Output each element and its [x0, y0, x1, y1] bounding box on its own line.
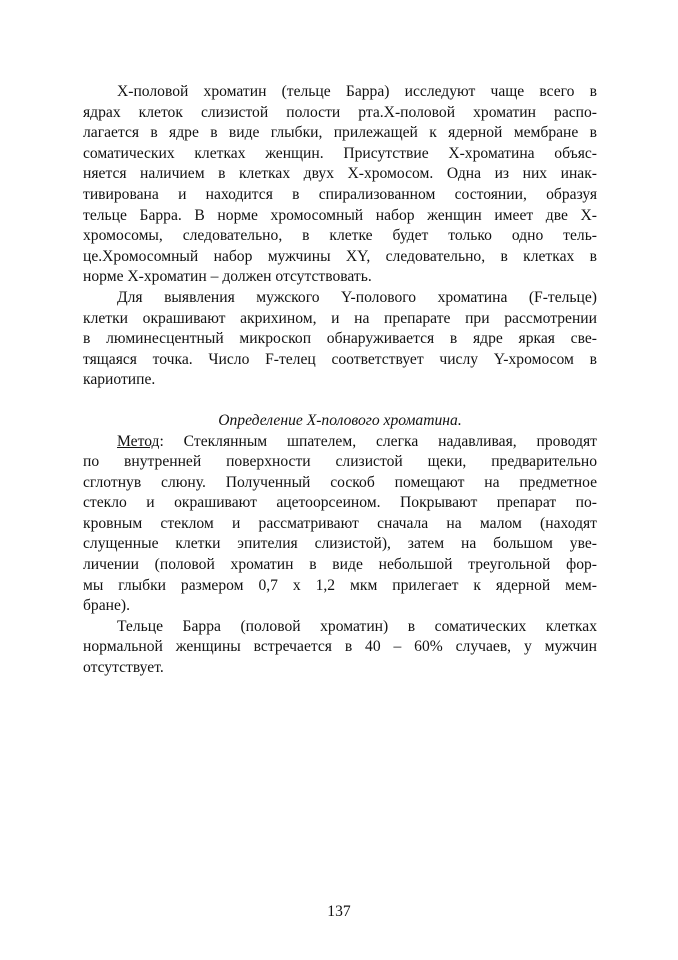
text-line: сглотнув слюну. Полученный соскоб помещают на предметное — [83, 473, 597, 491]
page-number: 137 — [327, 903, 351, 920]
text-line: тивирована и находится в спирализованном состоянии, образуя — [83, 185, 597, 203]
text-line: бране). — [83, 597, 131, 615]
text-line: стекло и окрашивают ацетоорсеином. Покрывают препарат по- — [83, 494, 597, 512]
text-line: отсутствует. — [83, 659, 164, 677]
method-label: Метод — [117, 432, 160, 450]
text-line: Тельце Барра (половой хроматин) в соматических клетках — [117, 617, 597, 635]
text-line: Для выявления мужского Y-полового хроматина (F-тельце) — [117, 288, 597, 306]
page-body — [83, 82, 597, 679]
method-first-line: : Стеклянным шпателем, слегка надавливая, проводят — [159, 432, 597, 450]
paragraph-barr-body-intro — [83, 82, 597, 288]
text-line: кариотипе. — [83, 371, 156, 389]
paragraph-barr-body-frequency — [83, 617, 597, 679]
text-line: Х-половой хроматин (тельце Барра) исследуют чаще всего в — [117, 83, 597, 100]
text-line: кровным стеклом и рассматривают сначала на малом (находят — [83, 514, 597, 532]
section-heading: Определение Х-полового хроматина. — [218, 411, 462, 429]
text-line: нормальной женщины встречается в 40 – 60% случаев, у мужчин — [83, 638, 597, 656]
text-line: це.Хромосомный набор мужчины XY, следовательно, в клетках в — [83, 247, 597, 265]
text-line: слущенные клетки эпителия слизистой), затем на большом уве- — [83, 535, 597, 553]
text-line: соматических клетках женщин. Присутствие Х-хроматина объяс- — [83, 144, 597, 162]
text-line: клетки окрашивают акрихином, и на препарате при рассмотрении — [83, 309, 597, 327]
text-line: тельце Барра. В норме хромосомный набор женщин имеет две Х- — [83, 206, 597, 224]
paragraph-method — [83, 432, 597, 617]
text-line: хромосомы, следовательно, в клетке будет только одно тель- — [83, 227, 597, 245]
text-line: по внутренней поверхности слизистой щеки, предварительно — [83, 453, 597, 471]
text-line — [83, 432, 597, 453]
text-line: ядрах клеток слизистой полости рта.Х-половой хроматин распо- — [83, 103, 597, 121]
text-line: норме Х-хроматин – должен отсутствовать. — [83, 268, 372, 286]
paragraph-y-chromatin — [83, 288, 597, 391]
text-line: в люминесцентный микроскоп обнаруживается в ядре яркая све- — [83, 330, 597, 348]
text-line: няется наличием в клетках двух Х-хромосом. Одна из них инак- — [83, 165, 597, 183]
text-line: тящаяся точка. Число F-телец соответствует числу Y-хромосом в — [83, 350, 597, 368]
text-line: личении (половой хроматин в виде небольшой треугольной фор- — [83, 556, 597, 574]
text-line: мы глыбки размером 0,7 х 1,2 мкм прилегает к ядерной мем- — [83, 576, 597, 594]
text-line: лагается в ядре в виде глыбки, прилежащей к ядерной мембране в — [83, 124, 597, 142]
